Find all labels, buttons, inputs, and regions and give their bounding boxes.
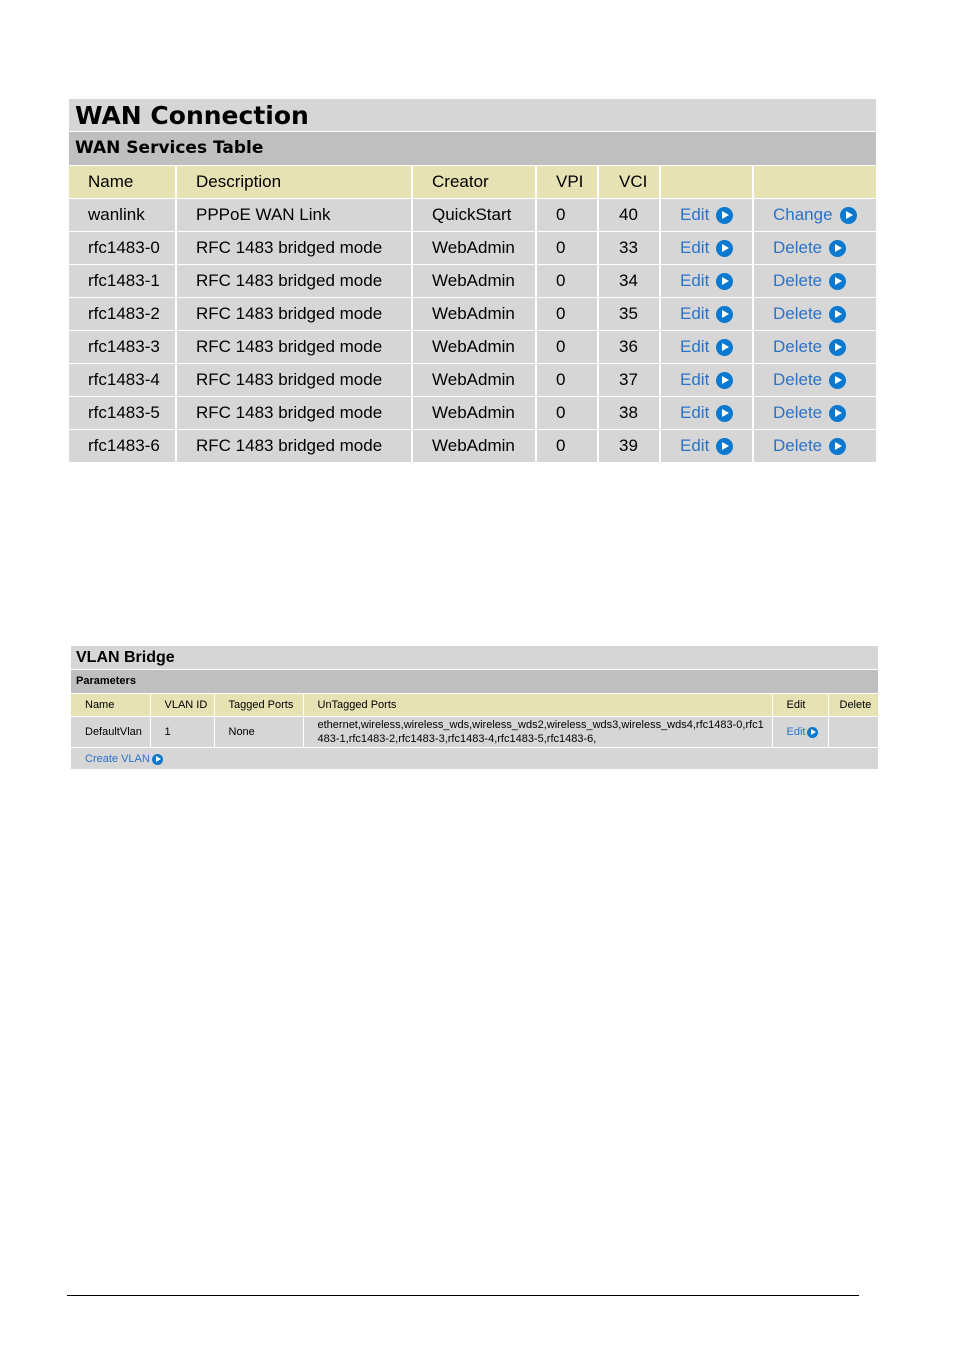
wan-services-table (69, 165, 876, 462)
cell-vci: 33 (598, 232, 660, 265)
edit-label: Edit (680, 436, 710, 455)
table-row (69, 298, 876, 331)
cell-action (753, 364, 876, 397)
delete-link[interactable] (773, 337, 846, 357)
cell-vlan-id: 1 (150, 717, 214, 748)
cell-name: rfc1483-1 (69, 265, 176, 298)
change-link[interactable] (773, 205, 857, 225)
cell-name: rfc1483-6 (69, 430, 176, 463)
table-header-row (71, 694, 878, 717)
table-row (71, 717, 878, 748)
column-header-vci: VCI (598, 166, 660, 199)
arrow-right-circle-icon (807, 727, 818, 738)
table-row (69, 430, 876, 463)
delete-label: Delete (773, 304, 823, 323)
delete-link[interactable] (773, 436, 846, 456)
cell-vpi: 0 (536, 199, 598, 232)
cell-creator: WebAdmin (412, 364, 536, 397)
column-header-edit: Edit (772, 694, 828, 717)
cell-vci: 40 (598, 199, 660, 232)
arrow-right-circle-icon (829, 306, 846, 323)
cell-vpi: 0 (536, 364, 598, 397)
table-row (69, 364, 876, 397)
cell-edit (660, 298, 753, 331)
table-row (69, 265, 876, 298)
cell-vpi: 0 (536, 298, 598, 331)
cell-creator: WebAdmin (412, 331, 536, 364)
cell-edit (772, 717, 828, 748)
cell-vci: 35 (598, 298, 660, 331)
footer-divider (67, 1295, 859, 1296)
column-header-name: Name (69, 166, 176, 199)
column-header-delete: Delete (828, 694, 878, 717)
table-row (69, 199, 876, 232)
cell-name: rfc1483-2 (69, 298, 176, 331)
cell-vpi: 0 (536, 265, 598, 298)
column-header-name: Name (71, 694, 150, 717)
column-header-tagged-ports: Tagged Ports (214, 694, 303, 717)
cell-edit (660, 265, 753, 298)
parameters-title: Parameters (71, 670, 878, 693)
edit-label: Edit (786, 726, 806, 738)
column-header-vpi: VPI (536, 166, 598, 199)
vlan-table (71, 693, 878, 747)
cell-description: RFC 1483 bridged mode (176, 298, 412, 331)
edit-link[interactable] (680, 403, 733, 423)
cell-vpi: 0 (536, 331, 598, 364)
arrow-right-circle-icon (829, 339, 846, 356)
delete-link[interactable] (773, 238, 846, 258)
edit-link[interactable] (680, 238, 733, 258)
delete-label: Delete (773, 271, 823, 290)
cell-name: wanlink (69, 199, 176, 232)
cell-description: RFC 1483 bridged mode (176, 265, 412, 298)
cell-description: RFC 1483 bridged mode (176, 232, 412, 265)
create-vlan-link[interactable] (85, 748, 163, 770)
delete-link[interactable] (773, 403, 846, 423)
arrow-right-circle-icon (716, 240, 733, 257)
arrow-right-circle-icon (829, 438, 846, 455)
table-row (69, 232, 876, 265)
table-row (69, 331, 876, 364)
cell-vci: 38 (598, 397, 660, 430)
edit-link[interactable] (680, 205, 733, 225)
delete-label: Delete (773, 403, 823, 422)
cell-description: RFC 1483 bridged mode (176, 364, 412, 397)
cell-creator: QuickStart (412, 199, 536, 232)
cell-description: RFC 1483 bridged mode (176, 430, 412, 463)
cell-creator: WebAdmin (412, 430, 536, 463)
column-header-action (753, 166, 876, 199)
delete-link[interactable] (773, 370, 846, 390)
arrow-right-circle-icon (829, 372, 846, 389)
cell-creator: WebAdmin (412, 232, 536, 265)
delete-label: Delete (773, 370, 823, 389)
page-title: WAN Connection (69, 99, 876, 132)
delete-label: Delete (773, 436, 823, 455)
cell-creator: WebAdmin (412, 265, 536, 298)
cell-name: DefaultVlan (71, 717, 150, 748)
column-header-edit (660, 166, 753, 199)
edit-label: Edit (680, 205, 710, 224)
cell-creator: WebAdmin (412, 397, 536, 430)
cell-action (753, 265, 876, 298)
arrow-right-circle-icon (829, 273, 846, 290)
table-row (69, 397, 876, 430)
wan-services-table-title: WAN Services Table (69, 132, 876, 165)
edit-link[interactable] (680, 370, 733, 390)
change-label: Change (773, 205, 833, 224)
arrow-right-circle-icon (716, 207, 733, 224)
column-header-description: Description (176, 166, 412, 199)
cell-action (753, 232, 876, 265)
arrow-right-circle-icon (829, 240, 846, 257)
edit-link[interactable] (680, 271, 733, 291)
create-vlan-label: Create VLAN (85, 753, 150, 765)
edit-link[interactable] (787, 725, 819, 739)
cell-action (753, 430, 876, 463)
cell-vpi: 0 (536, 397, 598, 430)
table-header-row (69, 166, 876, 199)
cell-action (753, 331, 876, 364)
cell-tagged-ports: None (214, 717, 303, 748)
create-vlan-row (71, 747, 878, 769)
cell-action (753, 397, 876, 430)
cell-untagged-ports: ethernet,wireless,wireless_wds,wireless_wds2,wireless_wds3,wireless_wds4,rfc1483-0,rfc1483-1,rfc1483-2,rfc1483-3,rfc1483-4,rfc1483-5,rfc1483-6, (303, 717, 772, 748)
cell-name: rfc1483-4 (69, 364, 176, 397)
delete-link[interactable] (773, 304, 846, 324)
cell-edit (660, 199, 753, 232)
column-header-creator: Creator (412, 166, 536, 199)
cell-edit (660, 430, 753, 463)
cell-vci: 36 (598, 331, 660, 364)
delete-link[interactable] (773, 271, 846, 291)
cell-edit (660, 364, 753, 397)
edit-link[interactable] (680, 304, 733, 324)
vlan-bridge-panel (71, 646, 878, 769)
cell-vci: 37 (598, 364, 660, 397)
cell-vpi: 0 (536, 430, 598, 463)
arrow-right-circle-icon (716, 273, 733, 290)
delete-label: Delete (773, 238, 823, 257)
arrow-right-circle-icon (716, 372, 733, 389)
cell-vpi: 0 (536, 232, 598, 265)
arrow-right-circle-icon (840, 207, 857, 224)
edit-label: Edit (680, 370, 710, 389)
cell-delete (828, 717, 878, 748)
cell-edit (660, 397, 753, 430)
edit-link[interactable] (680, 337, 733, 357)
cell-name: rfc1483-5 (69, 397, 176, 430)
column-header-vlan-id: VLAN ID (150, 694, 214, 717)
arrow-right-circle-icon (716, 306, 733, 323)
cell-creator: WebAdmin (412, 298, 536, 331)
arrow-right-circle-icon (152, 754, 163, 765)
cell-action (753, 298, 876, 331)
cell-vci: 34 (598, 265, 660, 298)
edit-label: Edit (680, 238, 710, 257)
cell-edit (660, 331, 753, 364)
arrow-right-circle-icon (829, 405, 846, 422)
arrow-right-circle-icon (716, 405, 733, 422)
cell-description: PPPoE WAN Link (176, 199, 412, 232)
cell-name: rfc1483-0 (69, 232, 176, 265)
cell-name: rfc1483-3 (69, 331, 176, 364)
cell-description: RFC 1483 bridged mode (176, 331, 412, 364)
column-header-untagged-ports: UnTagged Ports (303, 694, 772, 717)
edit-label: Edit (680, 403, 710, 422)
delete-label: Delete (773, 337, 823, 356)
edit-label: Edit (680, 337, 710, 356)
cell-description: RFC 1483 bridged mode (176, 397, 412, 430)
cell-action (753, 199, 876, 232)
vlan-bridge-title: VLAN Bridge (71, 646, 878, 670)
edit-link[interactable] (680, 436, 733, 456)
cell-vci: 39 (598, 430, 660, 463)
arrow-right-circle-icon (716, 339, 733, 356)
wan-connection-panel (69, 99, 876, 462)
arrow-right-circle-icon (716, 438, 733, 455)
edit-label: Edit (680, 304, 710, 323)
edit-label: Edit (680, 271, 710, 290)
cell-edit (660, 232, 753, 265)
